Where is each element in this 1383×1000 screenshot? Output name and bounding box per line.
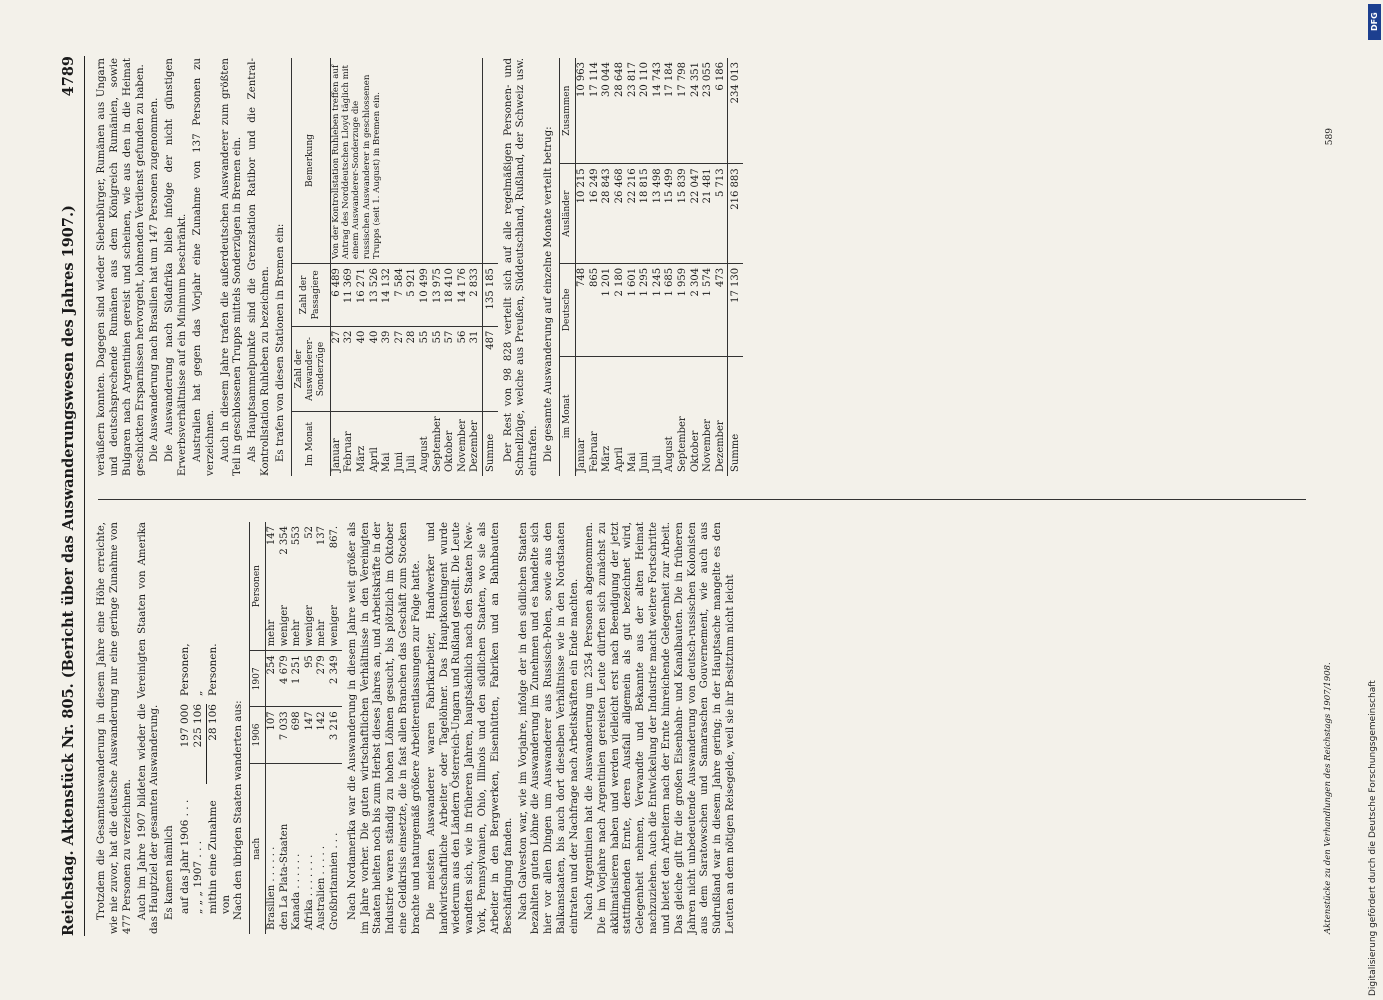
cell-month: Mai	[381, 452, 393, 472]
table-row	[279, 522, 292, 934]
cell-empty	[482, 58, 497, 264]
special-trains-table	[291, 58, 498, 476]
table-row	[614, 58, 627, 476]
cell-month: Juni	[393, 451, 405, 472]
column-header: Personen	[249, 522, 265, 651]
right-column	[96, 58, 1334, 476]
cell-month: Oktober	[444, 430, 456, 472]
cell-sum-passengers: 135 185	[482, 264, 497, 327]
count-value: 197 000	[179, 704, 192, 748]
table-row	[266, 522, 279, 934]
cell-trains: 32	[343, 326, 356, 412]
cell-direction: mehr	[291, 577, 304, 651]
cell-trains: 40	[369, 326, 382, 412]
cell-passengers: 18 410	[444, 264, 457, 327]
cell-total: 30 044	[601, 58, 614, 164]
paragraph: Als Hauptsammelpunkte sind die Grenzstation Ratibor und die Zentral-Kontrollstation Ruhleben zu bezeichnen.	[247, 58, 272, 476]
table-row	[304, 522, 317, 934]
paragraph: Auch im Jahre 1907 bildeten wieder die Vereinigten Staaten von Amerika das Hauptziel der gesamten Auswanderung.	[136, 522, 161, 934]
cell-foreigners: 22 216	[627, 164, 640, 264]
cell-trains: 55	[419, 326, 432, 412]
count-line-1907	[192, 522, 206, 934]
cell-foreigners: 18 815	[639, 164, 652, 264]
cell-foreigners: 16 249	[589, 164, 602, 264]
cell-1907: 95	[304, 651, 317, 707]
paragraph: Es trafen von diesen Stationen in Bremen ein:	[274, 223, 286, 462]
paragraph: Die gesamte Auswanderung auf einzelne Monate verteilt betrug:	[543, 126, 555, 462]
count-unit: Personen.	[206, 643, 219, 696]
paragraph: veräußern konnten. Dagegen sind wieder Siebenbürger, Rumänen aus Ungarn und deutschsprechende Rumänen aus dem Königreich Rumänien, sowie Bulgaren nach Argentinien gereist und scheinen, wie aus den in die Heimat geschickten Ersparnissen hervorgeht, lohnenden Verdienst gefunden zu haben.	[96, 58, 146, 476]
cell-passengers: 16 271	[356, 264, 369, 327]
cell-persons: 52	[303, 526, 315, 539]
cell-month: März	[355, 445, 367, 472]
cell-month: Juli	[651, 455, 663, 472]
page-header	[60, 56, 85, 936]
cell-foreigners: 26 468	[614, 164, 627, 264]
column-header: 1906	[249, 707, 265, 763]
paragraph: Nach Nordamerika war die Auswanderung in diesem Jahre weit größer als im Jahre vorher. Die guten wirtschaftlichen Verhältnisse in den Vereinigten Staaten hielten noch bis zum Herbst dieses Jahres an, und Arbeitskräfte in der Industrie waren ständig zu hohen Löhnen gesucht, bis plötzlich im Oktober eine Geldkrisis einsetzte, die in fast allen Branchen das Geschäft zum Stocken brachte und naturgemäß größere Arbeiterentlassungen zur Folge hatte.	[346, 522, 422, 934]
cell-trains: 57	[444, 326, 457, 412]
cell-1906: 147	[304, 707, 317, 763]
column-header: Ausländer	[559, 164, 575, 264]
cell-month: Dezember	[714, 420, 726, 472]
paragraph: Nach Argentinien hat die Auswanderung um 2354 Personen abgenommen. Die im Vorjahre nach Argentinien gereisten Leute dürften sich zunächst zu akklimatisieren haben und werden vielleicht erst nach Beendigung der jetzt stattfindenden Ernte, deren Ausfall allgemein als gut bezeichnet wird, Gelegenheit nehmen, Verwandte und Bekannte aus der alten Heimat nachzuziehen. Auch die Entwickelung der Industrie macht weitere Fortschritte und bietet den Arbeitern nach der Ernte hinreichende Gelegenheit zur Arbeit. Das gleiche gilt für die großen Eisenbahn- und Kanalbauten. Die in früheren Jahren nicht unbedeutende Auswanderung von deutsch-russischen Kolonisten aus dem Saratowschen und Samaraschen Gouvernement, wie auch aus Südrußland war in diesem Jahre gering; in der Hauptsache mangelte es den Leuten an dem nötigen Reisegelde, weil sie ihr Besitztum nicht leicht	[583, 522, 737, 934]
table-sum-row	[728, 58, 743, 476]
table-row	[330, 58, 343, 476]
cell-month: Dezember	[469, 420, 481, 472]
cell-passengers: 13 526	[369, 264, 382, 327]
cell-sum-label: Summe	[728, 356, 743, 476]
cell-germans: 865	[589, 263, 602, 356]
dfg-logo: DFG	[1368, 4, 1381, 40]
paragraph: Auch in diesem Jahre trafen die außerdeutschen Auswanderer zum größten Teil in geschlossenen Trupps mittels Sonderzügen in Bremen ein.	[219, 58, 244, 476]
cell-germans: 1 601	[627, 263, 640, 356]
cell-total: 6 186	[715, 58, 728, 164]
cell-foreigners: 21 481	[702, 164, 715, 264]
cell-month: Januar	[576, 438, 588, 472]
cell-passengers: 14 176	[457, 264, 470, 327]
cell-total: 17 184	[664, 58, 677, 164]
scanned-page	[46, 46, 1346, 946]
cell-persons: 137	[316, 526, 328, 546]
cell-sum-trains: 487	[482, 326, 497, 412]
cell-month: März	[601, 445, 613, 472]
cell-total: 10 963	[576, 58, 589, 164]
cell-persons: 2 354	[278, 526, 290, 555]
cell-month: August	[664, 436, 676, 472]
cell-total: 28 648	[614, 58, 627, 164]
cell-germans: 748	[576, 263, 589, 356]
cell-germans: 473	[715, 263, 728, 356]
paragraph: Die Auswanderung nach Südafrika blieb infolge der nicht günstigen Erwerbsverhältnisse auf ein Minimum beschränkt.	[164, 58, 189, 476]
cell-remark: Von der Kontrollstation Ruhleben treffen auf Antrag des Norddeutschen Lloyd täglich mit einem Auswanderer-Sonderzuge die russischen Auswanderer in geschlossenen Trupps (seit 1. August) in Bremen ein.	[330, 58, 482, 264]
cell-passengers: 14 132	[381, 264, 394, 327]
table-row	[316, 522, 329, 934]
sheet-number: 589	[1324, 128, 1335, 146]
paragraph: Australien hat gegen das Vorjahr eine Zunahme von 137 Personen zu verzeichnen.	[191, 58, 216, 476]
column-divider	[98, 499, 1306, 500]
cell-destination: Großbritannien . . .	[329, 832, 341, 930]
footnote: Aktenstücke zu den Verhandlungen des Reichstags 1907/1908.	[1323, 662, 1334, 934]
cell-total: 20 110	[639, 58, 652, 164]
table-row	[690, 58, 703, 476]
paragraph: Nach den übrigen Staaten wanderten aus:	[232, 700, 244, 920]
cell-month: September	[676, 416, 688, 472]
cell-direction: mehr	[266, 577, 279, 651]
cell-germans: 1 959	[677, 263, 690, 356]
cell-1906: 7 033	[279, 707, 292, 763]
cell-trains: 55	[432, 326, 445, 412]
cell-direction: weniger	[304, 577, 317, 651]
cell-destination: den La Plata-Staaten	[278, 823, 290, 930]
cell-month: November	[456, 419, 468, 472]
paragraph: Es kamen nämlich	[164, 825, 176, 920]
count-value: 225 106	[192, 704, 206, 784]
cell-1907: 2 349	[329, 651, 342, 707]
cell-germans: 1 574	[702, 263, 715, 356]
paragraph: Die Auswanderung nach Brasilien hat um 147 Personen zugenommen.	[149, 97, 161, 462]
column-header: Im Monat	[291, 412, 330, 476]
table-row	[627, 58, 640, 476]
other-countries-table	[249, 522, 342, 934]
cell-month: Oktober	[689, 430, 701, 472]
cell-passengers: 2 833	[469, 264, 482, 327]
cell-total: 23 817	[627, 58, 640, 164]
cell-destination: Australien . . . . .	[316, 845, 328, 930]
paragraph: Der Rest von 98 828 verteilt sich auf alle regelmäßigen Personen- und Schnellzüge, welche aus Preußen, Süddeutschland, Rußland, der Schweiz usw. eintrafen.	[502, 58, 540, 476]
count-unit: Personen,	[179, 643, 192, 696]
cell-direction: weniger	[329, 577, 342, 651]
column-header: Bemerkung	[291, 58, 330, 264]
digitization-sidebar	[1368, 4, 1382, 994]
paragraph: Trotzdem die Gesamtauswanderung in diesem Jahre eine Höhe erreichte, wie nie zuvor, hat die deutsche Auswanderung nur eine geringe Zunahme von 477 Personen zu verzeichnen.	[96, 522, 133, 934]
cell-1907: 279	[316, 651, 329, 707]
count-line-1906	[179, 522, 192, 934]
count-value: 28 106	[206, 704, 219, 741]
cell-foreigners: 10 215	[576, 164, 589, 264]
column-header: 1907	[249, 651, 265, 707]
column-header: Zahl der Auswanderer-Sonderzüge	[291, 326, 330, 412]
column-header: Zusammen	[559, 58, 575, 164]
table-row	[702, 58, 715, 476]
cell-passengers: 11 369	[343, 264, 356, 327]
cell-foreigners: 28 843	[601, 164, 614, 264]
cell-foreigners: 13 498	[652, 164, 665, 264]
cell-trains: 39	[381, 326, 394, 412]
count-label: „ „ „ 1907 . . .	[192, 840, 205, 914]
cell-total: 14 743	[652, 58, 665, 164]
cell-total: 17 114	[589, 58, 602, 164]
cell-total: 17 798	[677, 58, 690, 164]
cell-passengers: 13 975	[432, 264, 445, 327]
cell-trains: 31	[469, 326, 482, 412]
count-line-increase	[207, 522, 233, 934]
table-row	[677, 58, 690, 476]
cell-month: Februar	[343, 431, 355, 472]
table-row	[664, 58, 677, 476]
cell-direction: mehr	[316, 577, 329, 651]
count-label: auf das Jahr 1906 . . .	[179, 799, 192, 914]
cell-germans: 1 685	[664, 263, 677, 356]
cell-foreigners: 5 713	[715, 164, 728, 264]
cell-persons: 867.	[329, 526, 341, 549]
cell-month: November	[702, 419, 714, 472]
cell-month: Mai	[626, 452, 638, 472]
cell-germans: 1 201	[601, 263, 614, 356]
cell-month: Januar	[330, 438, 342, 472]
cell-germans: 1 295	[639, 263, 652, 356]
table-row	[329, 522, 342, 934]
cell-persons: 147	[266, 526, 278, 546]
table-row	[652, 58, 665, 476]
table-row	[601, 58, 614, 476]
cell-trains: 27	[330, 326, 343, 412]
cell-destination: Kanada . . . . . .	[291, 853, 303, 930]
count-label: mithin eine Zunahme von	[206, 800, 232, 914]
column-header: Deutsche	[559, 263, 575, 356]
cell-trains: 27	[394, 326, 407, 412]
cell-total: 24 351	[690, 58, 703, 164]
cell-trains: 28	[406, 326, 419, 412]
column-header: nach	[249, 763, 265, 934]
cell-total: 23 055	[702, 58, 715, 164]
cell-sum-foreigners: 216 883	[728, 164, 743, 264]
cell-month: Juli	[406, 455, 418, 472]
paragraph: Nach Galveston war, wie im Vorjahre, infolge der in den südlichen Staaten bezahlten guten Löhne die Auswanderung im Zunehmen und es handelte sich hier vor allen Dingen um Auswanderer aus Russisch-Polen, sowie aus den Balkanstaaten, bis auch dort dieselben Verhältnisse wie in den Nordstaaten eintraten und der Nachfrage nach Arbeitskräften ein Ende machten.	[517, 522, 581, 934]
funding-note: Digitalisierung gefördert durch die Deutsche Forschungsgemeinschaft	[1368, 680, 1378, 996]
cell-month: September	[431, 416, 443, 472]
cell-month: Februar	[588, 431, 600, 472]
cell-passengers: 6 489	[330, 264, 343, 327]
cell-1907: 1 251	[291, 651, 304, 707]
cell-destination: Brasilien . . . . . .	[266, 846, 278, 930]
count-unit: „	[192, 690, 205, 696]
cell-passengers: 10 499	[419, 264, 432, 327]
cell-trains: 56	[457, 326, 470, 412]
monthly-emigration-table	[559, 58, 743, 476]
table-row	[291, 522, 304, 934]
cell-germans: 2 304	[690, 263, 703, 356]
cell-1906: 3 216	[329, 707, 342, 763]
cell-trains: 40	[356, 326, 369, 412]
cell-foreigners: 15 499	[664, 164, 677, 264]
cell-1907: 4 679	[279, 651, 292, 707]
table-row	[639, 58, 652, 476]
cell-month: August	[418, 436, 430, 472]
cell-1906: 107	[266, 707, 279, 763]
cell-sum-total: 234 013	[728, 58, 743, 164]
cell-passengers: 5 921	[406, 264, 419, 327]
page-number: 4789	[60, 56, 77, 97]
cell-month: April	[614, 447, 625, 472]
cell-germans: 2 180	[614, 263, 627, 356]
cell-passengers: 7 584	[394, 264, 407, 327]
cell-sum-germans: 17 130	[728, 263, 743, 356]
cell-foreigners: 15 839	[677, 164, 690, 264]
cell-foreigners: 22 047	[690, 164, 703, 264]
cell-direction: weniger	[279, 577, 292, 651]
left-column	[96, 522, 1334, 934]
paragraph: Die meisten Auswanderer waren Fabrikarbeiter, Handwerker und landwirtschaftliche Arbeiter oder Tagelöhner. Das Hauptkontingent wurde wiederum aus den Ländern Österreich-Ungarn und Rußland gestellt. Die Leute wandten sich, wie in früheren Jahren, hauptsächlich nach den Staaten New-York, Pennsylvanien, Ohio, Illinois und den südlichen Staaten, wo sie als Arbeiter in den Bergwerken, Eisenhütten, Fabriken und an Bahnbauten Beschäftigung fanden.	[425, 522, 514, 934]
cell-1907: 254	[266, 651, 279, 707]
table-row	[715, 58, 728, 476]
table-row	[576, 58, 589, 476]
header-title: Reichstag. Aktenstück Nr. 805. (Bericht über das Auswanderungswesen des Jahres 1907.)	[60, 205, 77, 936]
cell-1906: 698	[291, 707, 304, 763]
table-sum-row	[482, 58, 497, 476]
cell-persons: 553	[291, 526, 303, 546]
cell-germans: 1 245	[652, 263, 665, 356]
column-header: Zahl der Passagiere	[291, 264, 330, 327]
cell-destination: Afrika . . . . . . .	[303, 854, 315, 930]
column-header: im Monat	[559, 356, 575, 476]
table-row	[589, 58, 602, 476]
cell-1906: 142	[316, 707, 329, 763]
cell-month: April	[368, 447, 380, 472]
cell-sum-label: Summe	[482, 412, 497, 476]
cell-month: Juni	[639, 451, 651, 472]
